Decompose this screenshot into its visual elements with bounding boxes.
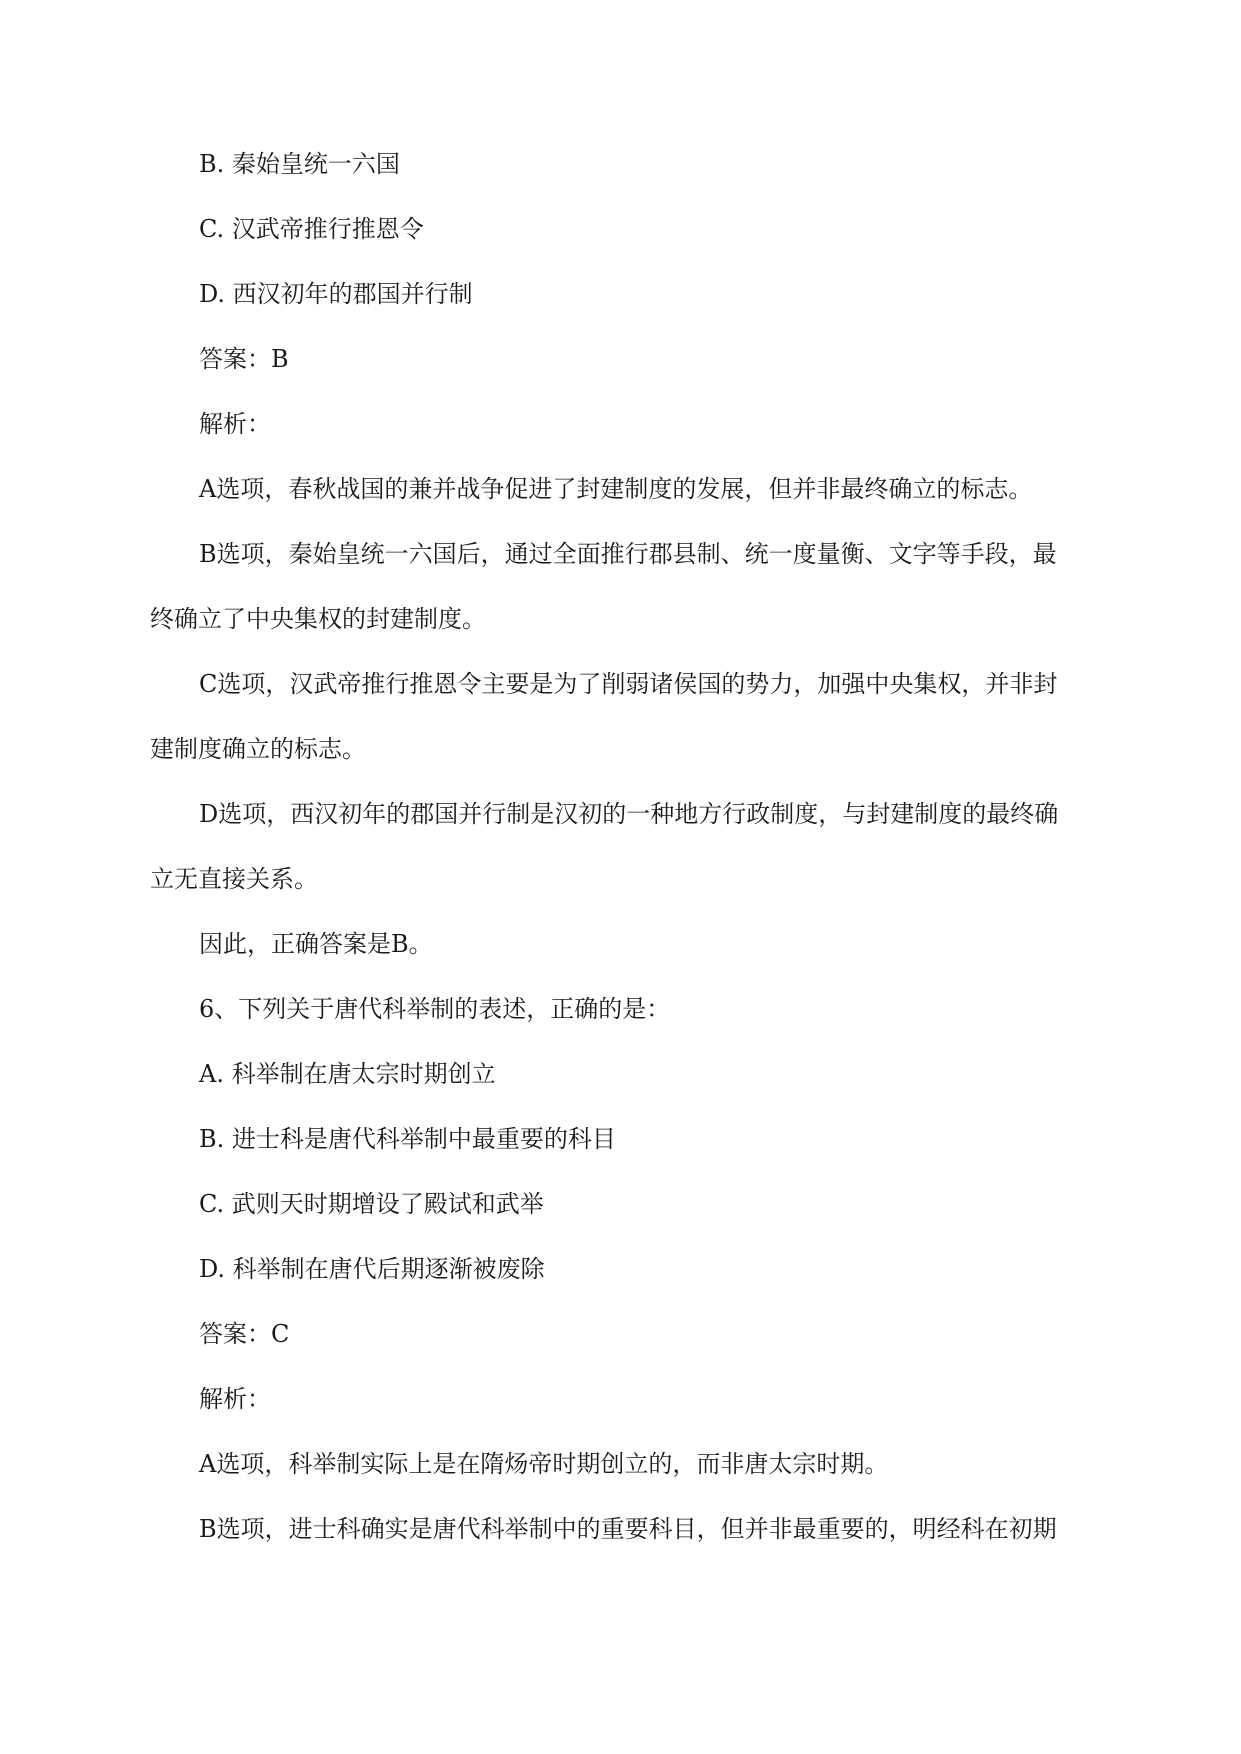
analysis-heading: 解析： [199,410,271,438]
option-d: D. 西汉初年的郡国并行制 [199,280,473,308]
analysis-paragraph: A选项，春秋战国的兼并战争促进了封建制度的发展，但并非最终确立的标志。 [199,475,1033,503]
analysis-paragraph: A选项，科举制实际上是在隋炀帝时期创立的，而非唐太宗时期。 [199,1450,889,1478]
analysis-paragraph: B选项，进士科确实是唐代科举制中的重要科目，但并非最重要的，明经科在初期 [199,1515,1057,1543]
analysis-paragraph: B选项，秦始皇统一六国后，通过全面推行郡县制、统一度量衡、文字等手段，最 [199,540,1057,568]
analysis-paragraph-continued: 终确立了中央集权的封建制度。 [150,605,486,633]
option-c: C. 武则天时期增设了殿试和武举 [199,1190,544,1218]
option-c: C. 汉武帝推行推恩令 [199,215,424,243]
question-stem: 6、下列关于唐代科举制的表述，正确的是： [199,995,671,1023]
conclusion: 因此，正确答案是B。 [199,930,433,958]
analysis-paragraph-continued: 立无直接关系。 [150,865,318,893]
answer: 答案：B [199,345,289,373]
analysis-paragraph: C选项，汉武帝推行推恩令主要是为了削弱诸侯国的势力，加强中央集权，并非封 [199,670,1058,698]
answer: 答案：C [199,1320,290,1348]
option-b: B. 秦始皇统一六国 [199,150,400,178]
analysis-paragraph-continued: 建制度确立的标志。 [150,735,366,763]
option-b: B. 进士科是唐代科举制中最重要的科目 [199,1125,616,1153]
option-d: D. 科举制在唐代后期逐渐被废除 [199,1255,545,1283]
option-a: A. 科举制在唐太宗时期创立 [199,1060,496,1088]
analysis-paragraph: D选项，西汉初年的郡国并行制是汉初的一种地方行政制度，与封建制度的最终确 [199,800,1059,828]
analysis-heading: 解析： [199,1385,271,1413]
